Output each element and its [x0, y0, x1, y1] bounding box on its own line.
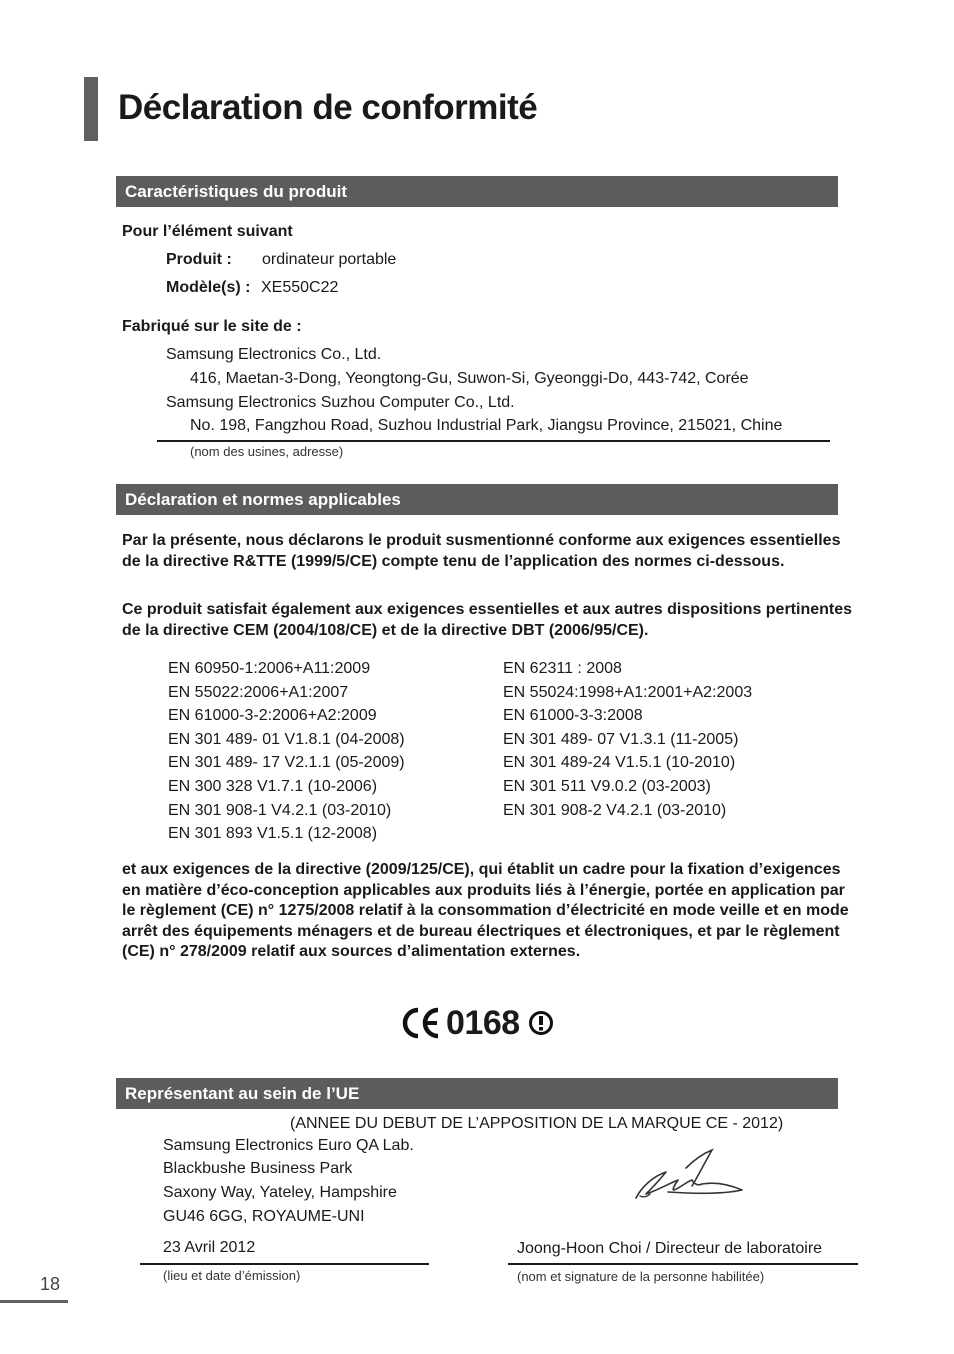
standard-item: EN 301 908-2 V4.2.1 (03-2010): [503, 801, 727, 819]
standard-item: EN 61000-3-2:2006+A2:2009: [168, 707, 377, 725]
page-number: 18: [40, 1274, 61, 1294]
signatory-name: Joong-Hoon Choi / Directeur de laboratoire: [517, 1240, 823, 1257]
factory-2-company: Samsung Electronics Suzhou Computer Co., Ltd.: [166, 394, 515, 411]
standard-item: EN 301 489- 17 V2.1.1 (05-2009): [168, 754, 405, 772]
standard-item: EN 301 489- 07 V1.3.1 (11-2005): [503, 730, 739, 748]
factory-caption: (nom des usines, adresse): [190, 444, 344, 459]
page-number-underline: [0, 1300, 68, 1303]
representative-address-line: GU46 6GG, ROYAUME-UNI: [163, 1208, 365, 1225]
representative-address-line: Saxony Way, Yateley, Hampshire: [163, 1184, 397, 1201]
manufactured-label: Fabriqué sur le site de :: [122, 318, 302, 335]
standards-right-column: [503, 657, 752, 822]
page-title: Déclaration de conformité: [118, 88, 538, 127]
date-caption: (lieu et date d’émission): [163, 1268, 301, 1283]
standard-item: EN 61000-3-3:2008: [503, 707, 643, 725]
model-label: Modèle(s) :: [166, 279, 251, 296]
standard-item: EN 301 489-24 V1.5.1 (10-2010): [503, 754, 736, 772]
standard-item: EN 301 908-1 V4.2.1 (03-2010): [168, 801, 392, 819]
representative-address-line: Blackbushe Business Park: [163, 1160, 353, 1177]
standard-item: EN 62311 : 2008: [503, 660, 622, 677]
section-header-representative: Représentant au sein de l’UE: [116, 1078, 838, 1109]
standard-item: EN 300 328 V1.7.1 (10-2006): [168, 777, 378, 795]
standard-item: EN 301 893 V1.5.1 (12-2008): [168, 825, 378, 843]
standard-item: EN 301 489- 01 V1.8.1 (04-2008): [168, 730, 405, 748]
notified-body-number: 0168: [446, 1004, 520, 1042]
for-item-label: Pour l’élément suivant: [122, 223, 293, 240]
factory-2-address: No. 198, Fangzhou Road, Suzhou Industrial Park, Jiangsu Province, 215021, Chine: [190, 417, 783, 434]
standard-item: EN 55024:1998+A1:2001+A2:2003: [503, 683, 753, 701]
ce-mark: [400, 1004, 554, 1042]
factory-divider: [157, 440, 830, 442]
standards-left-column: [168, 657, 405, 846]
alert-mark-icon: [528, 1010, 554, 1036]
ce-year-note: (ANNEE DU DEBUT DE L’APPOSITION DE LA MARQUE CE - 2012): [290, 1115, 784, 1132]
declaration-paragraph-3: et aux exigences de la directive (2009/125/CE), qui établit un cadre pour la fixation d’exigences en matière d’éco-conception applicables aux produits liés à l’énergie, portée en application par le règlement (CE) n° 1275/2008 relatif à la consommation d’électricité en mode veille et en mode arrêt des équipements ménagers et de bureau électriques et électroniques, et par le règlement (CE) n° 278/2009 relatif aux sources d’alimentation externes.: [122, 861, 849, 960]
standard-item: EN 60950-1:2006+A11:2009: [168, 660, 371, 677]
section-header-product: Caractéristiques du produit: [116, 176, 838, 207]
representative-address-line: Samsung Electronics Euro QA Lab.: [163, 1137, 414, 1154]
title-accent-bar: [84, 77, 98, 141]
product-value: ordinateur portable: [262, 251, 397, 268]
standard-item: EN 55022:2006+A1:2007: [168, 683, 349, 701]
signatory-divider: [508, 1263, 858, 1265]
issue-date: 23 Avril 2012: [163, 1239, 256, 1256]
signatory-caption: (nom et signature de la personne habilitée): [517, 1269, 765, 1284]
declaration-paragraph-2: Ce produit satisfait également aux exigences essentielles et aux autres dispositions pertinentes de la directive CEM (2004/108/CE) et de la directive DBT (2006/95/CE).: [122, 601, 853, 639]
date-divider: [140, 1263, 429, 1265]
factory-1-company: Samsung Electronics Co., Ltd.: [166, 346, 382, 363]
ce-logo-icon: [400, 1004, 442, 1042]
declaration-paragraph-1: Par la présente, nous déclarons le produit susmentionné conforme aux exigences essentielles de la directive R&TTE (1999/5/CE) compte tenu de l’application des normes ci-dessous.: [122, 532, 841, 570]
factory-1-address: 416, Maetan-3-Dong, Yeongtong-Gu, Suwon-Si, Gyeonggi-Do, 443-742, Corée: [190, 370, 749, 387]
model-value: XE550C22: [261, 279, 339, 296]
handwritten-signature: [628, 1146, 750, 1206]
product-label: Produit :: [166, 251, 232, 268]
standard-item: EN 301 511 V9.0.2 (03-2003): [503, 777, 711, 795]
section-header-declaration: Déclaration et normes applicables: [116, 484, 838, 515]
